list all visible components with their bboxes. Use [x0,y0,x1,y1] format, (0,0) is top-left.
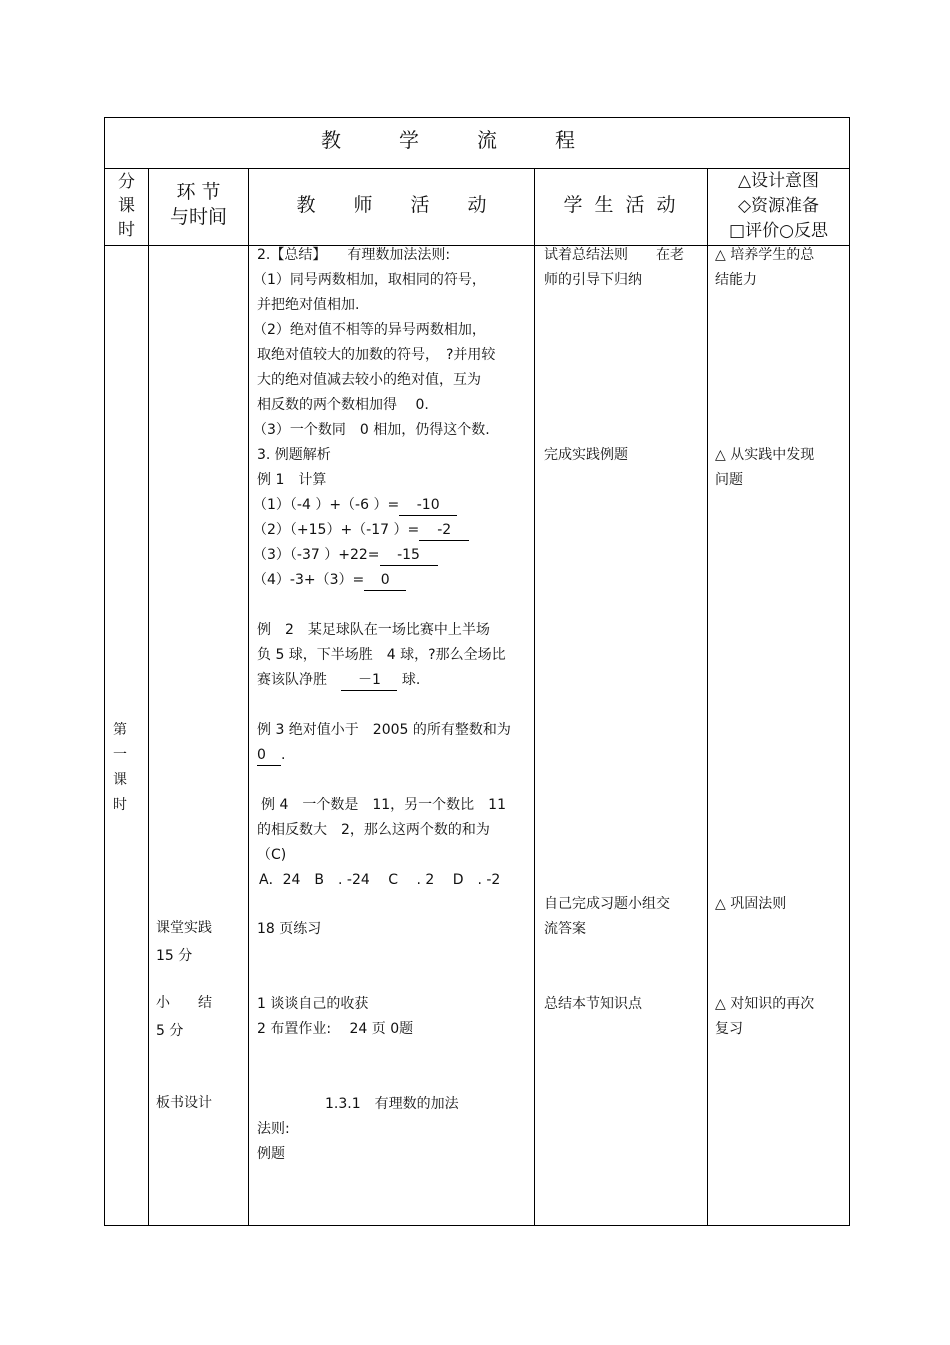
header-section-line-2: 与时间 [169,206,227,228]
design-intent-2b: 问题 [715,472,743,488]
lesson-flow-table [104,117,850,1226]
teacher-example-2-line-2: 负 5 球，下半场胜 4 球，?那么全场比 [257,647,506,663]
period-label-char-4: 时 [113,797,127,813]
example-1-item-3-answer: -15 [380,546,438,566]
teacher-example-3-line-2 [257,743,285,768]
student-activity-3a: 自己完成习题小组交 [544,896,670,912]
teacher-rule-2d: 相反数的两个数相加得 0. [257,397,429,413]
teacher-example-2-line-1: 例 2 某足球队在一场比赛中上半场 [257,622,490,638]
board-example: 例题 [257,1146,285,1162]
teacher-summary-1: 1 谈谈自己的收获 [257,996,369,1012]
example-2-answer: －1 [341,671,397,691]
header-design-line-1: △设计意图 [737,171,820,191]
example-1-item-2-answer: -2 [419,521,469,541]
teacher-rule-3: （3）一个数同 0 相加，仍得这个数. [253,422,490,438]
design-intent-2a: △ 从实践中发现 [715,447,815,463]
teacher-summary-head: 2.【总结】 有理数加法法则: [257,247,451,263]
design-intent-4a: △ 对知识的再次 [715,996,815,1012]
header-student-activity: 学 生 活 动 [563,194,679,216]
design-intent-4b: 复习 [715,1021,743,1037]
header-design-intent [708,169,849,244]
teacher-summary-2: 2 布置作业: 24 页 0题 [257,1021,414,1037]
period-label-char-1: 第 [113,722,127,738]
header-period [105,170,148,242]
header-period-char-3: 时 [118,220,135,240]
section-practice-name: 课堂实践 [156,920,212,936]
student-activity-1a: 试着总结法则 在老 [544,247,684,263]
design-intent-3: △ 巩固法则 [715,896,787,912]
teacher-example-4-line-1: 例 4 一个数是 11，另一个数比 11 [261,797,506,813]
example-1-item-1 [253,493,457,518]
example-1-item-1-expr: （1）（-4 ）+（-6 ）= [253,497,400,513]
header-section-line-1: 环 节 [176,181,221,203]
header-design-line-2: ◇资源准备 [737,196,820,216]
student-activity-1b: 师的引导下归纳 [544,272,642,288]
board-rule: 法则: [257,1121,290,1137]
section-summary-time: 5 分 [156,1023,184,1039]
teacher-example-4-line-3: （C) [257,847,287,863]
example-1-item-2-expr: （2）（+15）+（-17 ）= [253,522,420,538]
section-board-name: 板书设计 [156,1095,212,1111]
header-teacher-activity: 教 师 活 动 [296,194,487,216]
header-design-line-3: □评价○反思 [729,221,828,241]
example-1-item-1-answer: -10 [399,496,457,516]
design-intent-1b: 结能力 [715,272,757,288]
header-section [149,180,248,230]
teacher-example-1-head: 例 1 计算 [257,472,327,488]
example-1-item-4 [253,568,406,593]
col-divider-3 [534,168,535,1225]
example-1-item-4-answer: 0 [364,571,406,591]
teacher-example-3-line-1: 例 3 绝对值小于 2005 的所有整数和为 [257,722,511,738]
header-period-char-1: 分 [118,172,135,192]
design-intent-1a: △ 培养学生的总 [715,247,815,263]
col-divider-2 [248,168,249,1225]
student-activity-2: 完成实践例题 [544,447,628,463]
section-practice-time: 15 分 [156,948,193,964]
teacher-rule-2a: （2）绝对值不相等的异号两数相加， [253,322,486,338]
student-activity-3b: 流答案 [544,921,586,937]
teacher-examples-head: 3. 例题解析 [257,447,331,463]
example-3-suffix: . [281,747,286,763]
section-summary-name: 小 结 [156,995,212,1011]
student-activity-4: 总结本节知识点 [544,996,642,1012]
teacher-example-2-line-3 [257,668,420,693]
example-2-suffix: 球. [401,672,421,688]
period-label-char-2: 一 [113,747,127,763]
board-title: 1.3.1 有理数的加法 [325,1096,459,1112]
teacher-example-4-line-2: 的相反数大 2，那么这两个数的和为 [257,822,490,838]
col-divider-4 [707,168,708,1225]
example-3-answer: 0 [257,746,281,766]
teacher-example-4-options: A．24 B . -24 C . 2 D . -2 [259,872,501,888]
period-label-char-3: 课 [113,772,127,788]
example-1-item-3-expr: （3）（-37 ）+22= [253,547,380,563]
teacher-rule-1b: 并把绝对值相加. [257,297,360,313]
teacher-rule-2b: 取绝对值较大的加数的符号， ?并用较 [257,347,496,363]
table-title: 教学流程 [321,128,633,152]
header-period-char-2: 课 [118,196,135,216]
teacher-rule-1a: （1）同号两数相加，取相同的符号， [253,272,486,288]
col-divider-1 [148,168,149,1225]
example-1-item-2 [253,518,469,543]
example-1-item-4-expr: （4）-3+（3）= [253,572,365,588]
example-1-item-3 [253,543,438,568]
example-2-prefix: 赛该队净胜 [257,672,327,688]
teacher-practice: 18 页练习 [257,921,322,937]
teacher-rule-2c: 大的绝对值减去较小的绝对值，互为 [257,372,481,388]
